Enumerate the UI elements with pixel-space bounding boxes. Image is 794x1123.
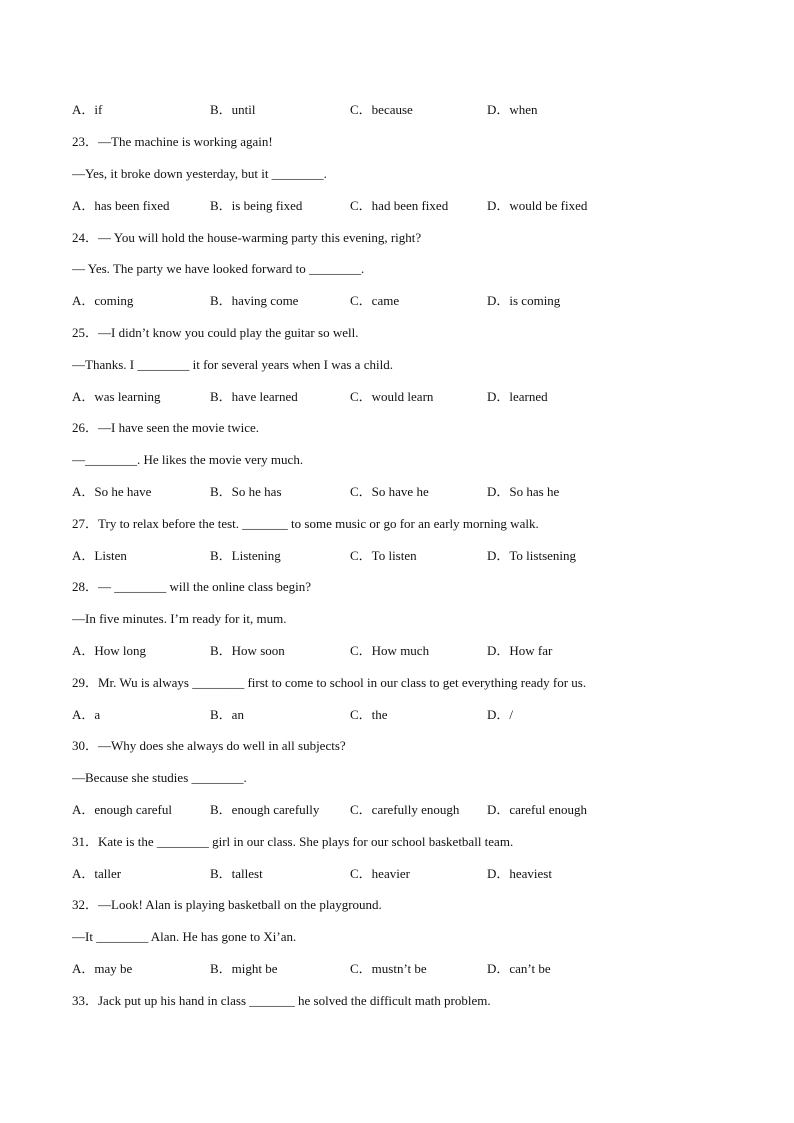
option-d: D．careful enough xyxy=(487,802,587,817)
question-text: 30．—Why does she always do well in all subjects? xyxy=(72,738,346,753)
option-c: C．So have he xyxy=(350,484,429,499)
option-a: A．How long xyxy=(72,643,147,658)
option-a: A．coming xyxy=(72,293,134,308)
question-text: —________. He likes the movie very much. xyxy=(72,452,304,467)
option-a: A．may be xyxy=(72,961,133,976)
question-text: —Thanks. I ________ it for several years when I was a child. xyxy=(72,357,393,372)
option-b: B．have learned xyxy=(210,389,298,404)
question-text: —Because she studies ________. xyxy=(72,770,247,785)
option-d: D．To listsening xyxy=(487,548,577,563)
option-a: A．has been fixed xyxy=(72,198,170,213)
option-a: A．taller xyxy=(72,866,122,881)
option-a: A．enough careful xyxy=(72,802,172,817)
question-text: —In five minutes. I’m ready for it, mum. xyxy=(72,611,287,626)
option-c: C．because xyxy=(350,102,413,117)
option-c: C．How much xyxy=(350,643,430,658)
option-d: D．How far xyxy=(487,643,553,658)
option-c: C．heavier xyxy=(350,866,410,881)
option-b: B．is being fixed xyxy=(210,198,303,213)
option-a: A．So he have xyxy=(72,484,152,499)
option-a: A．if xyxy=(72,102,103,117)
question-text: 31．Kate is the ________ girl in our class. She plays for our school basketball team. xyxy=(72,834,514,849)
option-c: C．mustn’t be xyxy=(350,961,427,976)
option-b: B．until xyxy=(210,102,256,117)
options-row xyxy=(72,864,712,884)
options-row xyxy=(72,705,712,725)
question-text: 32．—Look! Alan is playing basketball on the playground. xyxy=(72,897,382,912)
options-row xyxy=(72,800,712,820)
option-c: C．To listen xyxy=(350,548,417,563)
option-d: D．/ xyxy=(487,707,514,722)
option-a: A．Listen xyxy=(72,548,127,563)
option-c: C．would learn xyxy=(350,389,434,404)
option-b: B．might be xyxy=(210,961,278,976)
option-d: D．would be fixed xyxy=(487,198,588,213)
options-row xyxy=(72,100,712,120)
question-text: 28．— ________ will the online class begin? xyxy=(72,579,312,594)
option-b: B．Listening xyxy=(210,548,281,563)
question-text: —It ________ Alan. He has gone to Xi’an. xyxy=(72,929,297,944)
question-text: —Yes, it broke down yesterday, but it ________. xyxy=(72,166,327,181)
options-row xyxy=(72,196,712,216)
option-d: D．can’t be xyxy=(487,961,551,976)
option-d: D．is coming xyxy=(487,293,561,308)
option-b: B．So he has xyxy=(210,484,282,499)
option-c: C．had been fixed xyxy=(350,198,449,213)
options-row xyxy=(72,387,712,407)
options-row xyxy=(72,959,712,979)
option-d: D．heaviest xyxy=(487,866,552,881)
question-text: 33．Jack put up his hand in class _______ he solved the difficult math problem. xyxy=(72,993,491,1008)
question-text: 27．Try to relax before the test. _______ to some music or go for an early morning walk. xyxy=(72,516,539,531)
option-b: B．an xyxy=(210,707,244,722)
question-text: 29．Mr. Wu is always ________ first to come to school in our class to get everything ready for us. xyxy=(72,675,587,690)
option-c: C．carefully enough xyxy=(350,802,460,817)
option-d: D．learned xyxy=(487,389,548,404)
option-a: A．a xyxy=(72,707,101,722)
option-b: B．enough carefully xyxy=(210,802,320,817)
option-a: A．was learning xyxy=(72,389,161,404)
question-text: 24．— You will hold the house-warming party this evening, right? xyxy=(72,230,422,245)
option-d: D．So has he xyxy=(487,484,560,499)
options-row xyxy=(72,546,712,566)
option-b: B．How soon xyxy=(210,643,285,658)
question-text: 25．—I didn’t know you could play the guitar so well. xyxy=(72,325,359,340)
option-b: B．having come xyxy=(210,293,299,308)
option-c: C．came xyxy=(350,293,400,308)
option-c: C．the xyxy=(350,707,388,722)
option-d: D．when xyxy=(487,102,538,117)
options-row xyxy=(72,291,712,311)
options-row xyxy=(72,482,712,502)
options-row xyxy=(72,641,712,661)
question-text: 26．—I have seen the movie twice. xyxy=(72,420,259,435)
question-text: 23．—The machine is working again! xyxy=(72,134,273,149)
option-b: B．tallest xyxy=(210,866,263,881)
question-text: — Yes. The party we have looked forward to ________. xyxy=(72,261,365,276)
